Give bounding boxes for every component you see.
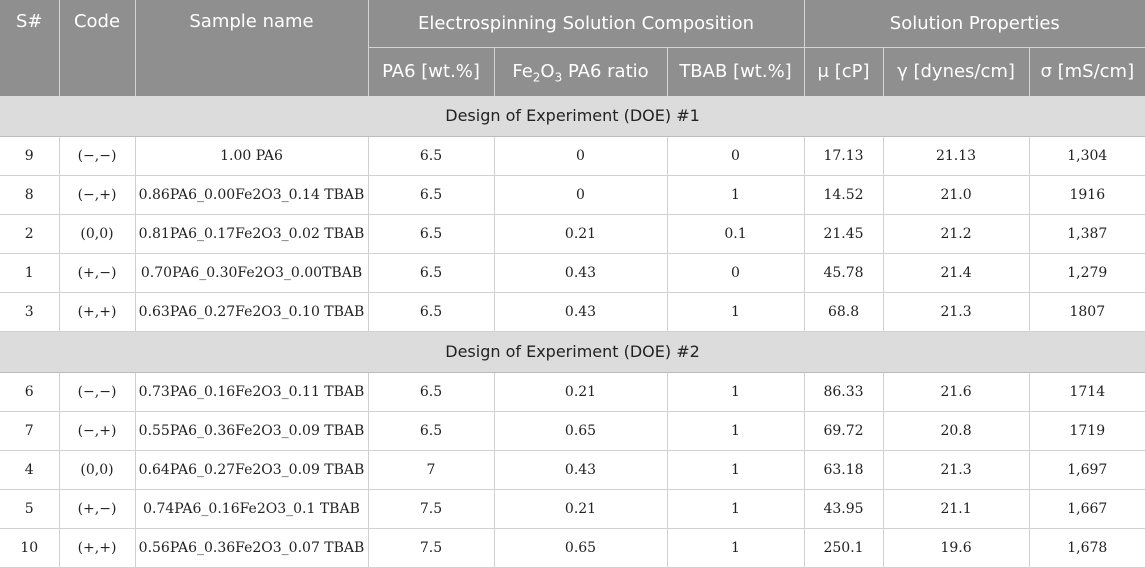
cell-code: (+,−) (59, 489, 135, 528)
cell-sample-name: 0.86PA6_0.00Fe2O3_0.14 TBAB (135, 175, 368, 214)
header-fe-pre: Fe (512, 61, 533, 82)
cell-code: (+,−) (59, 253, 135, 292)
cell-mu: 21.45 (804, 214, 883, 253)
cell-gamma: 19.6 (883, 528, 1029, 567)
table-body (0, 96, 1145, 568)
cell-tbab: 1 (667, 528, 804, 567)
cell-fe2o3-ratio: 0.21 (494, 489, 667, 528)
cell-sample-name: 0.56PA6_0.36Fe2O3_0.07 TBAB (135, 528, 368, 567)
cell-sample-name: 0.74PA6_0.16Fe2O3_0.1 TBAB (135, 489, 368, 528)
cell-mu: 250.1 (804, 528, 883, 567)
table-row (0, 372, 1145, 411)
cell-tbab: 0.1 (667, 214, 804, 253)
cell-pa6: 7 (368, 450, 494, 489)
header-sigma: σ [mS/cm] (1029, 47, 1145, 96)
cell-pa6: 6.5 (368, 175, 494, 214)
table-row (0, 136, 1145, 175)
section-row (0, 331, 1145, 372)
cell-fe2o3-ratio: 0.43 (494, 450, 667, 489)
cell-pa6: 6.5 (368, 372, 494, 411)
table-row (0, 450, 1145, 489)
table-row (0, 411, 1145, 450)
cell-gamma: 20.8 (883, 411, 1029, 450)
cell-sigma: 1807 (1029, 292, 1145, 331)
cell-pa6: 7.5 (368, 489, 494, 528)
cell-fe2o3-ratio: 0.65 (494, 411, 667, 450)
cell-code: (0,0) (59, 450, 135, 489)
cell-pa6: 6.5 (368, 292, 494, 331)
cell-fe2o3-ratio: 0 (494, 136, 667, 175)
cell-sn: 4 (0, 450, 59, 489)
cell-gamma: 21.3 (883, 292, 1029, 331)
cell-sample-name: 0.73PA6_0.16Fe2O3_0.11 TBAB (135, 372, 368, 411)
cell-sample-name: 0.70PA6_0.30Fe2O3_0.00TBAB (135, 253, 368, 292)
cell-sn: 10 (0, 528, 59, 567)
header-sample-name: Sample name (135, 0, 368, 96)
cell-sample-name: 0.64PA6_0.27Fe2O3_0.09 TBAB (135, 450, 368, 489)
cell-gamma: 21.4 (883, 253, 1029, 292)
cell-sigma: 1,387 (1029, 214, 1145, 253)
cell-gamma: 21.2 (883, 214, 1029, 253)
cell-sn: 6 (0, 372, 59, 411)
cell-gamma: 21.3 (883, 450, 1029, 489)
cell-pa6: 6.5 (368, 411, 494, 450)
cell-sigma: 1,667 (1029, 489, 1145, 528)
header-tbab: TBAB [wt.%] (667, 47, 804, 96)
cell-fe2o3-ratio: 0.43 (494, 292, 667, 331)
cell-pa6: 6.5 (368, 214, 494, 253)
cell-code: (0,0) (59, 214, 135, 253)
cell-sample-name: 0.55PA6_0.36Fe2O3_0.09 TBAB (135, 411, 368, 450)
table-row (0, 292, 1145, 331)
table-row (0, 489, 1145, 528)
cell-sigma: 1916 (1029, 175, 1145, 214)
cell-pa6: 6.5 (368, 253, 494, 292)
cell-sample-name: 0.81PA6_0.17Fe2O3_0.02 TBAB (135, 214, 368, 253)
section-row (0, 96, 1145, 137)
cell-mu: 68.8 (804, 292, 883, 331)
cell-tbab: 0 (667, 136, 804, 175)
header-pa6: PA6 [wt.%] (368, 47, 494, 96)
cell-mu: 17.13 (804, 136, 883, 175)
section-title: Design of Experiment (DOE) #2 (0, 331, 1145, 372)
section-title: Design of Experiment (DOE) #1 (0, 96, 1145, 137)
cell-code: (−,+) (59, 175, 135, 214)
cell-fe2o3-ratio: 0.21 (494, 372, 667, 411)
cell-fe2o3-ratio: 0.43 (494, 253, 667, 292)
cell-fe2o3-ratio: 0.21 (494, 214, 667, 253)
header-sn: S# (0, 0, 59, 96)
cell-mu: 63.18 (804, 450, 883, 489)
header-group-composition: Electrospinning Solution Composition (368, 0, 804, 47)
cell-sn: 7 (0, 411, 59, 450)
header-fe-post: PA6 ratio (562, 61, 649, 82)
cell-code: (−,−) (59, 136, 135, 175)
cell-tbab: 1 (667, 175, 804, 214)
cell-sigma: 1,304 (1029, 136, 1145, 175)
cell-pa6: 6.5 (368, 136, 494, 175)
cell-tbab: 1 (667, 450, 804, 489)
cell-sigma: 1719 (1029, 411, 1145, 450)
cell-sn: 5 (0, 489, 59, 528)
cell-mu: 45.78 (804, 253, 883, 292)
cell-sample-name: 1.00 PA6 (135, 136, 368, 175)
cell-code: (−,+) (59, 411, 135, 450)
cell-sigma: 1714 (1029, 372, 1145, 411)
cell-sn: 8 (0, 175, 59, 214)
header-gamma: γ [dynes/cm] (883, 47, 1029, 96)
cell-sigma: 1,279 (1029, 253, 1145, 292)
header-fe-sub2: 3 (554, 70, 563, 85)
table-row (0, 214, 1145, 253)
cell-sigma: 1,697 (1029, 450, 1145, 489)
header-mu: μ [cP] (804, 47, 883, 96)
cell-sn: 9 (0, 136, 59, 175)
cell-gamma: 21.1 (883, 489, 1029, 528)
cell-sn: 3 (0, 292, 59, 331)
table-row (0, 175, 1145, 214)
cell-sample-name: 0.63PA6_0.27Fe2O3_0.10 TBAB (135, 292, 368, 331)
header-fe2o3-ratio (494, 47, 667, 96)
cell-fe2o3-ratio: 0.65 (494, 528, 667, 567)
cell-mu: 86.33 (804, 372, 883, 411)
cell-tbab: 1 (667, 292, 804, 331)
cell-sn: 2 (0, 214, 59, 253)
cell-tbab: 1 (667, 411, 804, 450)
cell-tbab: 1 (667, 489, 804, 528)
cell-gamma: 21.6 (883, 372, 1029, 411)
cell-fe2o3-ratio: 0 (494, 175, 667, 214)
cell-code: (+,+) (59, 292, 135, 331)
cell-sigma: 1,678 (1029, 528, 1145, 567)
cell-sn: 1 (0, 253, 59, 292)
header-fe-sub1: 2 (532, 70, 541, 85)
cell-gamma: 21.0 (883, 175, 1029, 214)
cell-mu: 14.52 (804, 175, 883, 214)
cell-mu: 69.72 (804, 411, 883, 450)
cell-tbab: 0 (667, 253, 804, 292)
header-group-properties: Solution Properties (804, 0, 1145, 47)
header-fe-mid: O (540, 61, 555, 82)
table-row (0, 528, 1145, 567)
cell-code: (−,−) (59, 372, 135, 411)
cell-mu: 43.95 (804, 489, 883, 528)
cell-pa6: 7.5 (368, 528, 494, 567)
cell-gamma: 21.13 (883, 136, 1029, 175)
header-code: Code (59, 0, 135, 96)
cell-tbab: 1 (667, 372, 804, 411)
cell-code: (+,+) (59, 528, 135, 567)
table-row (0, 253, 1145, 292)
